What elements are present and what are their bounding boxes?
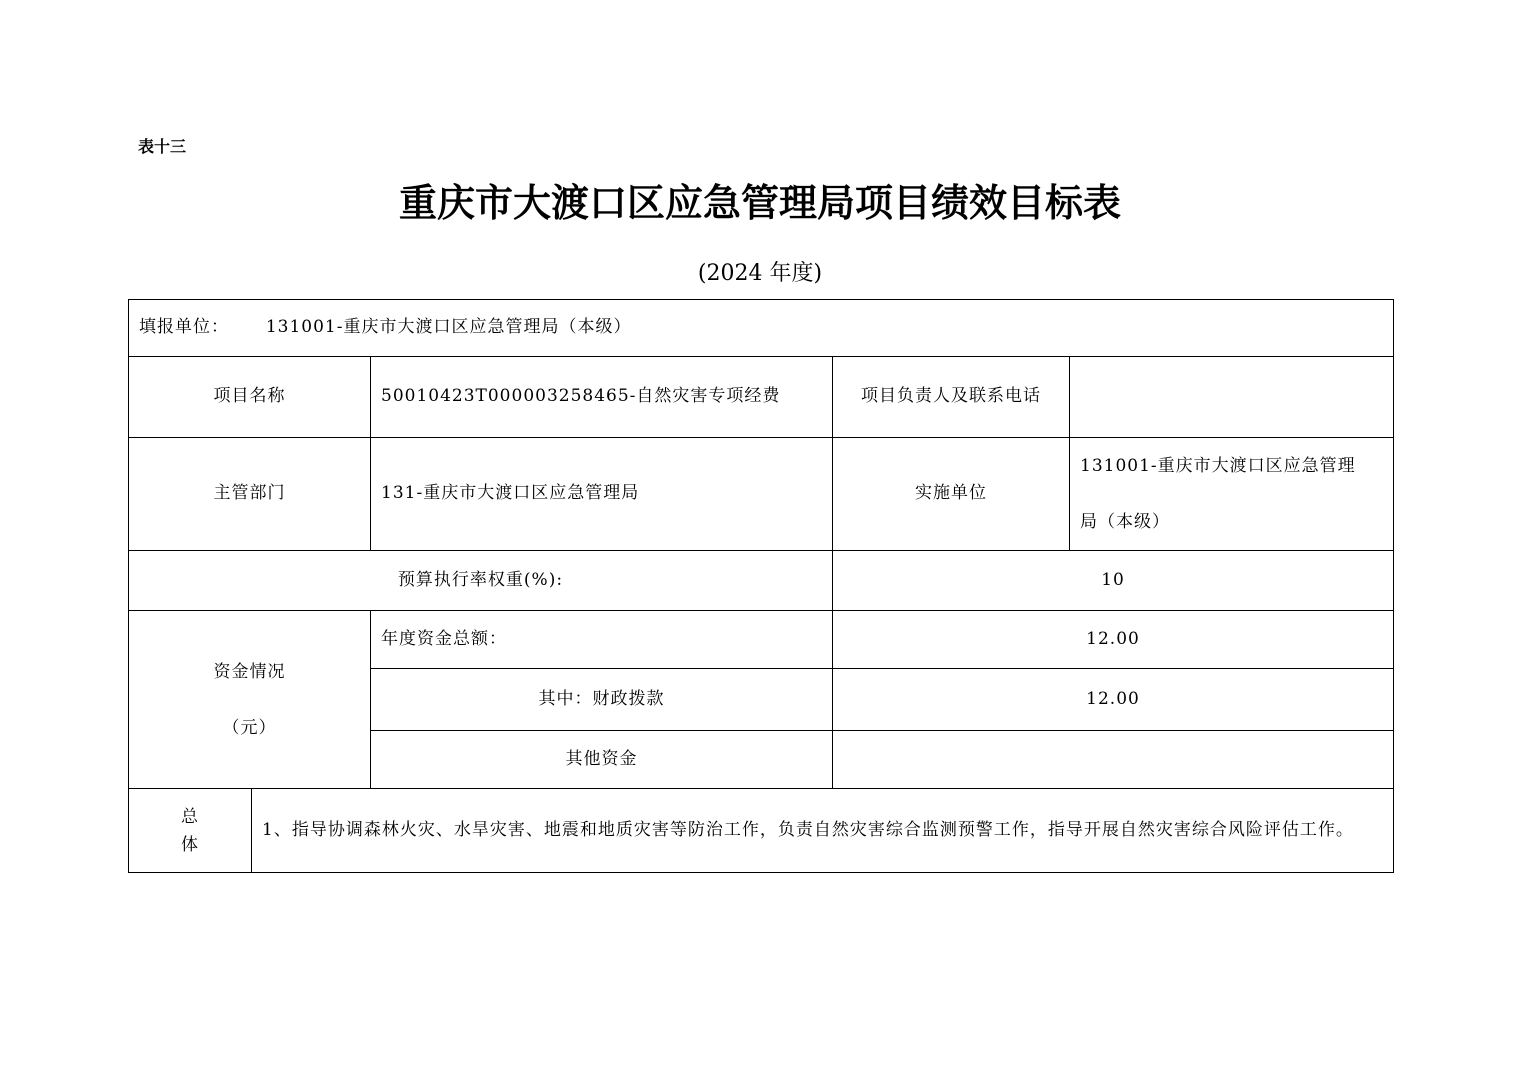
implementing-unit-value (1070, 438, 1394, 551)
department-row (129, 438, 1394, 551)
implementing-unit-label: 实施单位 (833, 438, 1070, 551)
department-value: 131-重庆市大渡口区应急管理局 (371, 438, 833, 551)
filing-unit-value: 131001-重庆市大渡口区应急管理局（本级） (265, 317, 632, 338)
department-label: 主管部门 (129, 438, 371, 551)
project-name-label: 项目名称 (129, 357, 371, 438)
overall-goal-row (129, 789, 1394, 873)
funds-other-label: 其他资金 (371, 731, 833, 789)
implementing-unit-line2: 局（本级） (1080, 512, 1170, 532)
budget-rate-value: 10 (833, 551, 1394, 611)
filing-unit-cell (129, 300, 1394, 357)
filing-unit-label: 填报单位： (139, 317, 229, 338)
implementing-unit-line1: 131001-重庆市大渡口区应急管理 (1080, 456, 1356, 476)
budget-rate-row (129, 551, 1394, 611)
project-contact-value (1070, 357, 1394, 438)
funds-total-row (129, 611, 1394, 669)
overall-goal-label-char1: 总 (181, 806, 199, 827)
funds-total-label: 年度资金总额： (371, 611, 833, 669)
project-name-value: 50010423T000003258465-自然灾害专项经费 (371, 357, 833, 438)
page-title: 重庆市大渡口区应急管理局项目绩效目标表 (398, 180, 1121, 225)
funds-total-value: 12.00 (833, 611, 1394, 669)
table-number: 表十三 (138, 137, 187, 156)
overall-goal-text: 1、指导协调森林火灾、水旱灾害、地震和地质灾害等防治工作，负责自然灾害综合监测预警工作，指导开展自然灾害综合风险评估工作。 (252, 789, 1394, 873)
year-subtitle: (2024 年度) (697, 261, 823, 286)
project-contact-label: 项目负责人及联系电话 (833, 357, 1070, 438)
project-row (129, 357, 1394, 438)
filing-unit-row (129, 300, 1394, 357)
funds-label-line2: （元） (222, 717, 277, 738)
overall-goal-label-char2: 体 (181, 834, 199, 855)
performance-goal-table (128, 299, 1394, 873)
funds-fiscal-value: 12.00 (833, 669, 1394, 731)
funds-fiscal-label: 其中：财政拨款 (371, 669, 833, 731)
budget-rate-label: 预算执行率权重(%): (129, 551, 833, 611)
funds-label (129, 611, 371, 789)
overall-goal-label (129, 789, 252, 873)
funds-label-line1: 资金情况 (213, 661, 286, 682)
funds-other-value (833, 731, 1394, 789)
